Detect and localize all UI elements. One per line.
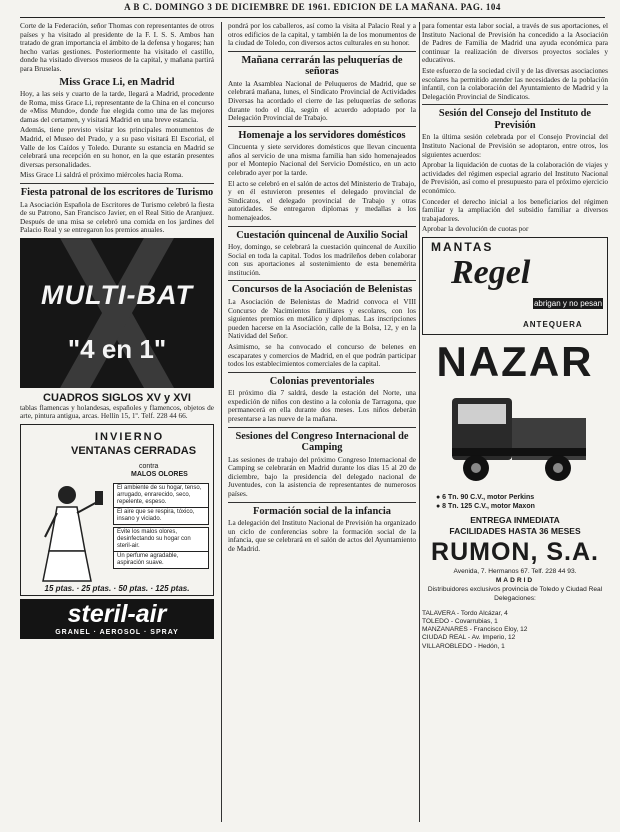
column-divider-2 bbox=[419, 22, 420, 822]
list-item: CIUDAD REAL - Av. Imperio, 12 bbox=[422, 634, 516, 642]
claim-box: El ambiente de su hogar, tenso, arrugado, enrarecido, seco, repelente, espeso. bbox=[113, 483, 209, 508]
divider bbox=[228, 126, 416, 127]
model-line: ● 6 Tn. 90 C.V., motor Perkins bbox=[436, 493, 535, 501]
paragraph: Hoy, a las seis y cuarto de la tarde, llegará a Madrid, procedente de Roma, miss Grace Li, representante de la China en el concurso de «Miss Mundo», donde fue elegida como una de las mejores damas del certamen, y visitará Madrid en una breve estancia. bbox=[20, 89, 214, 124]
list-item: TALAVERA - Tordo Alcázar, 4 bbox=[422, 609, 508, 617]
divider bbox=[422, 104, 608, 105]
x-graphic-icon bbox=[20, 238, 214, 388]
paragraph: Este esfuerzo de la sociedad civil y de las diversas asociaciones escolares ha permitido atender las necesidades de la población infantil, con la colaboración del Ayuntamiento de Madrid y la Delegación Provincial de Sindicatos. bbox=[422, 65, 608, 101]
paragraph: Hoy, domingo, se celebrará la cuestación quincenal de Auxilio Social en toda la capital. Todos los madrileños deben colaborar con sus aportaciones al sostenimiento de esta benemérita institución. bbox=[228, 242, 416, 277]
column-3 bbox=[422, 22, 608, 827]
paragraph: para fomentar esta labor social, a través de sus aportaciones, el Instituto Nacional de Previsión ha concedido a la Asociación de Padres de Familia de Madrid una ayuda económica para continuar la realización de diversos proyectos sociales y educativos. bbox=[422, 22, 608, 65]
rumon-address: Avenida, 7. Hermanos 67. Telf. 228 44 93. bbox=[453, 567, 577, 575]
regel-ad bbox=[422, 237, 608, 335]
headline-cuestacion: Cuestación quincenal de Auxilio Social bbox=[236, 229, 408, 241]
contra-line: contra bbox=[139, 463, 159, 471]
nazar-ad bbox=[422, 338, 608, 608]
paragraph: La Asociación Española de Escritores de Turismo celebró la fiesta de su Patrono, San Francisco Javier, en el Real Sitio de Aranjuez. Después de una misa se celebró una comida en los jardines del Palacio Real y se entregaron los premios anuales. bbox=[20, 199, 214, 235]
multibat-ad bbox=[20, 238, 214, 388]
woman-figure-icon bbox=[27, 481, 107, 591]
headline-homenaje: Homenaje a los servidores domésticos bbox=[238, 129, 406, 141]
paragraph: Ante la Asamblea Nacional de Peluqueros de Madrid, que se celebrará mañana, lunes, el Sindicato Provincial de Actividades Diversas ha acordado el cierre de las peluquerías de señoras durante todo el día, según el acuerdo adoptado por la Delegación Provincial de Trabajo. bbox=[228, 78, 416, 123]
claim-box: Evite los malos olores, desinfectando su hogar con steril-air. bbox=[113, 527, 209, 552]
paragraph: Las sesiones de trabajo del próximo Congreso Internacional de Camping se celebrarán en Madrid durante los días 15 al 20 de diciembre, bajo la presidencia del delegado nacional de Juventudes, con la asistencia de representantes de numerosos países. bbox=[228, 454, 416, 498]
rumon-distribution: Distribuidores exclusivos provincia de Toledo y Ciudad Real bbox=[427, 585, 603, 593]
multibat-subtitle: "4 en 1" bbox=[67, 333, 167, 364]
malos-olores-line: MALOS OLORES bbox=[131, 471, 188, 479]
paragraph: Aprobar la devolución de cuotas por bbox=[422, 224, 529, 234]
paragraph: La Asociación de Belenistas de Madrid convoca el VIII Concurso de Nacimientos familiares y escolares, con los siguientes premios en metálico y diplomas. Las inscripciones pueden hacerse en la Asociación, calle de la Bolsa, 12, y en la Natividad del Señor. bbox=[228, 296, 416, 341]
rumon-city: MADRID bbox=[495, 576, 535, 584]
headline-belenistas: Concursos de la Asociación de Belenistas bbox=[231, 284, 413, 296]
column-1 bbox=[20, 22, 214, 827]
paragraph: pondrá por los caballeros, así como la visita al Palacio Real y a otros edificios de la capital, y también la de los monumentos de la ciudad de Toledo, con diversos actos culturales en su honor. bbox=[228, 22, 416, 48]
paragraph: Además, tiene previsto visitar los principales monumentos de Madrid, el Museo del Prado, y a su paso visitará El Escorial, el Valle de los Caídos y Toledo. Durante su estancia en Madrid se celebrará una recepción en su honor, en la que estarán presentes diversas personalidades. bbox=[20, 125, 214, 169]
headline-formacion: Formación social de la infancia bbox=[253, 505, 391, 517]
headline-colonias: Colonias preventoriales bbox=[269, 375, 375, 387]
cuadros-text: tablas flamencas y holandesas, españoles y flamencos, objetos de arte, pintura antigua, arcas. Hellín 15, 1º. Telf. 228 44 66. bbox=[20, 402, 214, 421]
model-line: ● 8 Tn. 125 C.V., motor Maxon bbox=[436, 502, 535, 510]
delegaciones-label: Delegaciones: bbox=[494, 594, 536, 602]
headline-consejo: Sesión del Consejo del Instituto de Previsión bbox=[438, 108, 592, 131]
paragraph: En la última sesión celebrada por el Consejo Provincial del Instituto Nacional de Previsión se adoptaron, entre otros, los siguientes acuerdos: bbox=[422, 132, 608, 159]
regel-logo: Regel bbox=[451, 253, 531, 291]
column-2 bbox=[228, 22, 416, 827]
cuadros-ad bbox=[20, 392, 214, 421]
ventanas-line: VENTANAS CERRADAS bbox=[71, 445, 197, 458]
invierno-ad bbox=[20, 424, 214, 596]
paragraph: El próximo día 7 saldrá, desde la estación del Norte, una expedición de niños con destino a la colonia de Tarragona, que permanecerá en ella durante dos meses. Los niños deberán presentarse a las nueve de la mañana. bbox=[228, 388, 416, 423]
divider bbox=[228, 226, 416, 227]
paragraph: El acto se celebró en el salón de actos del Ministerio de Trabajo, y en él estuvieron presentes el delegado provincial de Sindicatos, el delegado provincial de Trabajo y otras autoridades. Se entregaron diplomas y medallas a los homenajeados. bbox=[228, 178, 416, 222]
headline-fiesta-escritores: Fiesta patronal de los escritores de Turismo bbox=[20, 187, 214, 198]
paragraph: Aprobar la liquidación de cuotas de la colaboración de viajes y actividades del régimen especial agrario del Instituto Nacional de Previsión, así como el presupuesto para el próximo ejercicio económico. bbox=[422, 160, 608, 195]
headline-peluquerias: Mañana cerrarán las peluquerías de señoras bbox=[241, 54, 403, 78]
steril-air-logo: steril-air bbox=[67, 600, 167, 629]
regel-location: ANTEQUERA bbox=[523, 319, 583, 329]
headline-miss-grace: Miss Grace Li, en Madrid bbox=[59, 76, 175, 88]
rumon-logo: RUMON, S.A. bbox=[431, 537, 599, 566]
paragraph: La delegación del Instituto Nacional de Previsión ha organizado un ciclo de conferencias sobre la formación social de la infancia, que se celebrará en el salón de actos del Ayuntamiento de Madrid. bbox=[228, 518, 416, 553]
divider bbox=[228, 502, 416, 503]
list-item: MANZANARES - Francisco Eloy, 12 bbox=[422, 626, 528, 634]
article-intro: Corte de la Federación, señor Thomas con representantes de otros países y ha visitado al presidente de la F. I. S. S. Ambos han tratado de gran importancia el ámbito de la defensa y hogares; han hecho varias gestiones. Posteriormente ha visitado el castillo, donde ha visitado diversos museos de la capital, y mañana partirá para Bruselas. bbox=[20, 22, 214, 73]
paragraph: Asimismo, se ha convocado el concurso de belenes en escaparates y comercios de Madrid, en el que podrán participar todos los establecimientos comerciales de la capital. bbox=[228, 341, 416, 369]
mantas-label: MANTAS bbox=[431, 239, 494, 254]
header-rule bbox=[20, 17, 605, 18]
column-divider-1 bbox=[221, 22, 222, 822]
invierno-line: INVIERNO bbox=[95, 431, 165, 444]
cuadros-title: CUADROS SIGLOS XV y XVI bbox=[43, 391, 191, 404]
steril-air-formats: GRANEL · AEROSOL · SPRAY bbox=[55, 629, 179, 637]
list-item: TOLEDO - Covarrubias, 1 bbox=[422, 618, 498, 626]
claim-box: Un perfume agradable, aspiración suave. bbox=[113, 551, 209, 569]
regel-slogan: abrigan y no pesan bbox=[533, 298, 603, 308]
list-item: VILLAROBLEDO - Hedón, 1 bbox=[422, 642, 505, 650]
paragraph: Conceder el derecho inicial a los beneficiarios del régimen familiar y la ampliación del subsidio familiar a diversos trabajadores. bbox=[422, 196, 608, 223]
paragraph: Cincuenta y siete servidores domésticos que llevan cincuenta años al servicio de una misma familia han sido homenajeados por el Montepío Nacional del Servicio Doméstico, en un acto celebrado ayer por la tarde. bbox=[228, 142, 416, 178]
paragraph: Miss Grace Li saldrá el próximo miércoles hacia Roma. bbox=[20, 170, 184, 180]
divider bbox=[20, 183, 214, 184]
truck-icon bbox=[442, 388, 592, 488]
steril-air-ad bbox=[20, 599, 214, 639]
claim-box: El aire que se respira, tóxico, insano y viciado. bbox=[113, 507, 209, 525]
nazar-logo: NAZAR bbox=[436, 337, 594, 385]
divider bbox=[228, 51, 416, 52]
divider bbox=[228, 280, 416, 281]
multibat-title: MULTI-BAT bbox=[41, 279, 193, 310]
divider bbox=[228, 372, 416, 373]
headline-camping: Sesiones del Congreso Internacional de Camping bbox=[235, 430, 409, 454]
delegaciones-list bbox=[422, 610, 608, 651]
entrega-line: ENTREGA INMEDIATA bbox=[470, 514, 560, 525]
facilidades-line: FACILIDADES HASTA 36 MESES bbox=[449, 525, 581, 536]
divider bbox=[228, 427, 416, 428]
price-line: 15 ptas. · 25 ptas. · 50 ptas. · 125 ptas. bbox=[44, 584, 190, 594]
page-header: A B C. DOMINGO 3 DE DICIEMBRE DE 1961. EDICION DE LA MAÑANA. PAG. 104 bbox=[124, 2, 501, 12]
